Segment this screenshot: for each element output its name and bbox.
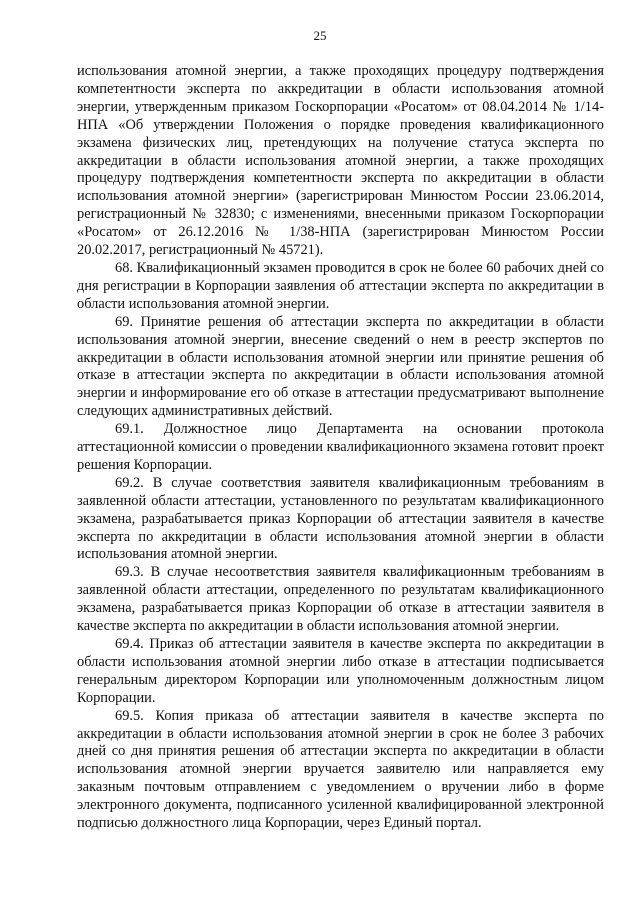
document-body [77,63,604,833]
paragraph-69-2: 69.2. В случае соответствия заявителя квалификационным требованиям в заявленной области аттестации, установленного по результатам квалификационного экзамена, разрабатывается приказ Корпорации об аттестации заявителя в качестве эксперта по аккредитации в области использования атомной энергии в области использования атомной энергии. [77,474,604,563]
paragraph-69-1: 69.1. Должностное лицо Департамента на основании протокола аттестационной комиссии о проведении квалификационного экзамена готовит проект решения Корпорации. [77,421,604,473]
paragraph-69-4: 69.4. Приказ об аттестации заявителя в качестве эксперта по аккредитации в области использования атомной энергии либо отказе в аттестации подписывается генеральным директором Корпорации или уполномоченным должностным лицом Корпорации. [77,636,604,706]
page-number: 25 [313,28,327,43]
paragraph-69-5: 69.5. Копия приказа об аттестации заявителя в качестве эксперта по аккредитации в области использования атомной энергии в срок не более 3 рабочих дней со дня принятия решения об аттестации эксперта по аккредитации в области использования атомной энергии вручается заявителю или направляется ему заказным почтовым отправлением с уведомлением о вручении либо в форме электронного документа, подписанного усиленной квалифицированной электронной подписью должностного лица Корпорации, через Единый портал. [77,707,604,832]
paragraph-continuation: использования атомной энергии, а также проходящих процедуру подтверждения компетентности эксперта по аккредитации в области использования атомной энергии, утвержденным приказом Госкорпорации «Росатом» от 08.04.2014 № 1/14-НПА «Об утверждении Положения о порядке проведения квалификационного экзамена физических лиц, претендующих на получение статуса эксперта по аккредитации в области использования атомной энергии, а также проходящих процедуру подтверждения компетентности эксперта по аккредитации в области использования атомной энергии» (зарегистрирован Минюстом России 23.06.2014, регистрационный № 32830; с изменениями, внесенными приказом Госкорпорации «Росатом» от 26.12.2016 № 1/38-НПА (зарегистрирован Минюстом России 20.02.2017, регистрационный № 45721). [77,63,604,259]
paragraph-69-3: 69.3. В случае несоответствия заявителя квалификационным требованиям в заявленной области аттестации, определенного по результатам квалификационного экзамена, разрабатывается приказ Корпорации об отказе в аттестации заявителя в качестве эксперта по аккредитации в области использования атомной энергии. [77,564,604,635]
paragraph-68: 68. Квалификационный экзамен проводится в срок не более 60 рабочих дней со дня регистрации в Корпорации заявления об аттестации эксперта по аккредитации в области использования атомной энергии. [77,259,604,312]
paragraph-69: 69. Принятие решения об аттестации эксперта по аккредитации в области использования атомной энергии, внесение сведений о нем в реестр экспертов по аккредитации в области использования атомной энергии или принятие решения об отказе в аттестации эксперта по аккредитации в области использования атомной энергии и информирование его об отказе в аттестации предусматривают выполнение следующих административных действий. [77,313,604,420]
